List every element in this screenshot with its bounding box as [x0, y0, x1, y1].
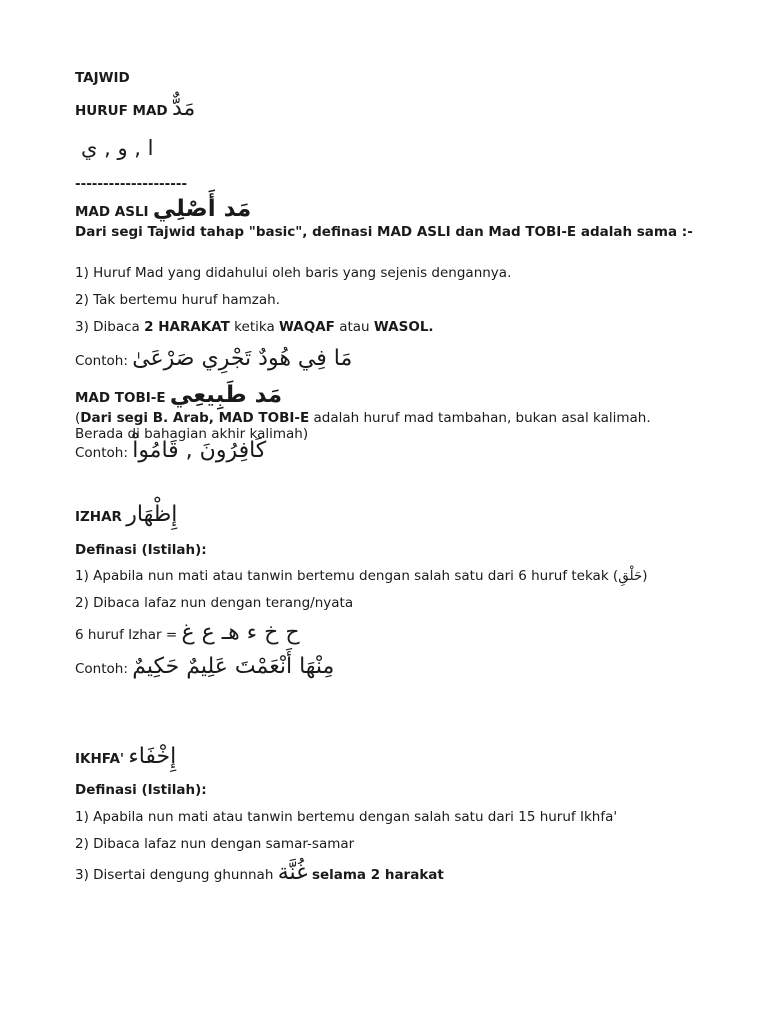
izhar-huruf	[75, 620, 300, 645]
halqi-arabic: حَلْقِ	[618, 568, 643, 584]
separator-line: --------------------	[75, 176, 188, 192]
izhar-huruf-label: 6 huruf Izhar =	[75, 627, 178, 643]
izhar-label: IZHAR	[75, 509, 122, 525]
mad-asli-label: MAD ASLI	[75, 204, 149, 220]
ikhfa-definition-title: Definasi (Istilah):	[75, 782, 207, 798]
mad-asli-intro: Dari segi Tajwid tahap "basic", definasi MAD ASLI dan Mad TOBI-E adalah sama :-	[75, 224, 693, 240]
mad-asli-arabic: مَد أَصْلِي	[152, 196, 252, 222]
huruf-mad-label: HURUF MAD	[75, 103, 168, 119]
huruf-mad-arabic: مَدٌّ	[171, 96, 196, 121]
mad-asli-point-1: 1) Huruf Mad yang didahului oleh baris yang sejenis dengannya.	[75, 265, 512, 281]
izhar-definition-title: Definasi (Istilah):	[75, 542, 207, 558]
mad-asli-contoh	[75, 346, 352, 371]
ikhfa-point-2: 2) Dibaca lafaz nun dengan samar-samar	[75, 836, 355, 852]
title-tajwid: TAJWID	[75, 70, 130, 86]
izhar-point-1: 1) Apabila nun mati atau tanwin bertemu dengan salah satu dari 6 huruf tekak (حَلْقِ)	[75, 568, 648, 584]
heading-izhar	[75, 502, 177, 527]
mad-tobie-label: MAD TOBI-E	[75, 390, 166, 406]
ghunnah-arabic: غُنَّة	[277, 860, 308, 885]
mad-tobie-arabic: مَد طَبِيعِي	[169, 382, 283, 408]
ikhfa-point-1: 1) Apabila nun mati atau tanwin bertemu dengan salah satu dari 15 huruf Ikhfa'	[75, 809, 618, 825]
mad-tobie-contoh-arabic: كَافِرُونَ , قَامُواْ	[132, 438, 267, 463]
contoh-label: Contoh:	[75, 353, 128, 369]
ikhfa-point-3: 3) Disertai dengung ghunnah غُنَّة selama 2 harakat	[75, 860, 444, 885]
mad-tobie-contoh	[75, 438, 266, 463]
izhar-contoh	[75, 654, 334, 679]
huruf-mad-letters: ا , و , ي	[81, 136, 154, 160]
ikhfa-label: IKHFA'	[75, 751, 125, 767]
izhar-huruf-arabic: ح خ ء هـ ع غ	[181, 620, 300, 645]
heading-mad-asli	[75, 196, 251, 222]
ikhfa-arabic: إِخْفَاء	[128, 744, 177, 769]
contoh-label: Contoh:	[75, 661, 128, 677]
izhar-contoh-arabic: مِنْهَا أَنْعَمْتَ عَلِيمٌ حَكِيمٌ	[132, 654, 335, 679]
contoh-label: Contoh:	[75, 445, 128, 461]
heading-mad-tobie	[75, 382, 282, 408]
mad-asli-point-2: 2) Tak bertemu huruf hamzah.	[75, 292, 281, 308]
mad-tobie-description: (Dari segi B. Arab, MAD TOBI-E adalah huruf mad tambahan, bukan asal kalimah. Berada di bahagian akhir kalimah)	[75, 410, 651, 442]
heading-ikhfa	[75, 744, 176, 769]
mad-asli-contoh-arabic: مَا فِي هُودٌ تَجْرِي صَرْعَىٰ	[132, 346, 353, 371]
heading-huruf-mad	[75, 96, 195, 121]
izhar-arabic: إِظْهَار	[126, 502, 178, 527]
mad-asli-point-3: 3) Dibaca 2 HARAKAT ketika WAQAF atau WASOL.	[75, 319, 434, 335]
izhar-point-2: 2) Dibaca lafaz nun dengan terang/nyata	[75, 595, 354, 611]
